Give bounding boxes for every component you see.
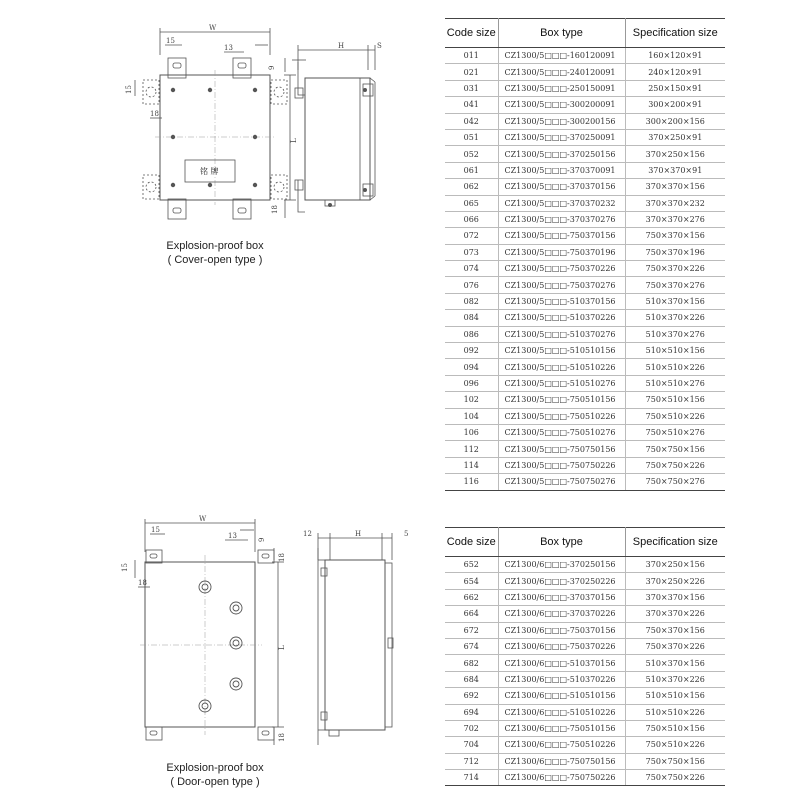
dim-w-label-bottom: W (199, 515, 207, 523)
box-type-cell: CZ1300/5□□□-750750276 (498, 474, 625, 490)
door-open-caption-line2: ( Door-open type ) (170, 776, 260, 788)
box-type-cell: CZ1300/6□□□-750750156 (498, 753, 625, 769)
box-type-cell: CZ1300/5□□□-750370156 (498, 228, 625, 244)
box-type-cell: CZ1300/5□□□-370370276 (498, 211, 625, 227)
spec-size-cell: 750×510×156 (625, 392, 725, 408)
table-row (445, 688, 725, 704)
code-size-cell: 031 (445, 80, 498, 96)
col-header-spec: Specification size (625, 19, 725, 48)
box-type-cell: CZ1300/5□□□-750750226 (498, 457, 625, 473)
spec-size-cell: 750×750×226 (625, 457, 725, 473)
table-row (445, 737, 725, 753)
cover-open-caption-line1: Explosion-proof box (166, 240, 264, 252)
box-type-cell: CZ1300/5□□□-750510226 (498, 408, 625, 424)
code-size-cell: 061 (445, 162, 498, 178)
door-open-box-front-drawing (115, 510, 300, 755)
box-type-cell: CZ1300/6□□□-370370156 (498, 589, 625, 605)
box-type-cell: CZ1300/6□□□-510370226 (498, 671, 625, 687)
code-size-cell: 084 (445, 310, 498, 326)
code-size-cell: 654 (445, 573, 498, 589)
spec-size-cell: 240×120×91 (625, 64, 725, 80)
table-row (445, 622, 725, 638)
spec-size-cell: 370×370×156 (625, 589, 725, 605)
spec-size-cell: 750×750×276 (625, 474, 725, 490)
spec-size-cell: 370×370×226 (625, 606, 725, 622)
code-size-cell: 076 (445, 277, 498, 293)
box-type-cell: CZ1300/5□□□-750510156 (498, 392, 625, 408)
code-size-cell: 041 (445, 97, 498, 113)
code-size-cell: 116 (445, 474, 498, 490)
dim-13-label-bottom: 13 (228, 532, 237, 540)
code-size-cell: 104 (445, 408, 498, 424)
table-row (445, 228, 725, 244)
table-header-row (445, 528, 725, 557)
dim-15-label: 15 (166, 37, 175, 45)
box-type-cell: CZ1300/5□□□-750370276 (498, 277, 625, 293)
code-size-cell: 082 (445, 293, 498, 309)
dim-18-left-label-bottom: 18 (138, 579, 147, 587)
box-type-cell: CZ1300/5□□□-240120091 (498, 64, 625, 80)
code-size-cell: 112 (445, 441, 498, 457)
box-type-cell: CZ1300/5□□□-510510156 (498, 343, 625, 359)
cover-open-box-front-drawing (120, 20, 300, 230)
table-row (445, 326, 725, 342)
box-type-cell: CZ1300/6□□□-370370226 (498, 606, 625, 622)
code-size-cell: 106 (445, 424, 498, 440)
box-type-cell: CZ1300/6□□□-510510156 (498, 688, 625, 704)
box-type-cell: CZ1300/5□□□-510370156 (498, 293, 625, 309)
table-row (445, 129, 725, 145)
box-type-cell: CZ1300/6□□□-750370156 (498, 622, 625, 638)
spec-size-cell: 370×370×232 (625, 195, 725, 211)
spec-size-cell: 250×150×91 (625, 80, 725, 96)
dim-w-label: W (209, 24, 217, 32)
box-type-cell: CZ1300/5□□□-370250091 (498, 129, 625, 145)
table-row (445, 573, 725, 589)
spec-size-cell: 300×200×91 (625, 97, 725, 113)
table-row (445, 310, 725, 326)
box-type-cell: CZ1300/5□□□-750370226 (498, 261, 625, 277)
code-size-cell: 694 (445, 704, 498, 720)
code-size-cell: 674 (445, 638, 498, 654)
box-type-cell: CZ1300/6□□□-750510156 (498, 720, 625, 736)
table-row (445, 753, 725, 769)
box-type-cell: CZ1300/6□□□-510370156 (498, 655, 625, 671)
spec-size-cell: 370×250×226 (625, 573, 725, 589)
dim-15-left-label: 15 (125, 85, 133, 94)
spec-size-cell: 750×370×226 (625, 261, 725, 277)
box-type-cell: CZ1300/5□□□-370250156 (498, 146, 625, 162)
dim-13-label: 13 (224, 44, 233, 52)
table-row (445, 244, 725, 260)
box-type-cell: CZ1300/6□□□-370250226 (498, 573, 625, 589)
dim-5-label: 5 (404, 530, 409, 538)
spec-size-cell: 370×370×156 (625, 179, 725, 195)
table-header-row (445, 19, 725, 48)
table-row (445, 655, 725, 671)
box-type-cell: CZ1300/5□□□-750370196 (498, 244, 625, 260)
table-row (445, 277, 725, 293)
spec-size-cell: 510×370×226 (625, 310, 725, 326)
spec-size-cell: 750×510×156 (625, 720, 725, 736)
code-size-cell: 065 (445, 195, 498, 211)
door-open-box-side-drawing (300, 525, 415, 750)
spec-size-cell: 750×750×156 (625, 441, 725, 457)
code-size-cell: 664 (445, 606, 498, 622)
spec-size-cell: 510×370×226 (625, 671, 725, 687)
code-size-cell: 682 (445, 655, 498, 671)
table-row (445, 179, 725, 195)
table-row (445, 211, 725, 227)
code-size-cell: 672 (445, 622, 498, 638)
table-row (445, 97, 725, 113)
table-row (445, 80, 725, 96)
table-row (445, 606, 725, 622)
code-size-cell: 074 (445, 261, 498, 277)
spec-size-cell: 160×120×91 (625, 48, 725, 64)
code-size-cell: 704 (445, 737, 498, 753)
dim-9-label-bottom: 9 (258, 537, 266, 542)
box-type-cell: CZ1300/5□□□-300200091 (498, 97, 625, 113)
dim-l-label: L (290, 138, 298, 143)
box-type-cell: CZ1300/6□□□-370250156 (498, 557, 625, 573)
table-row (445, 392, 725, 408)
dim-h-label: H (338, 42, 345, 50)
table-row (445, 770, 725, 786)
door-open-caption-line1: Explosion-proof box (166, 762, 264, 774)
box-type-cell: CZ1300/5□□□-160120091 (498, 48, 625, 64)
code-size-cell: 102 (445, 392, 498, 408)
dim-s-label: S (377, 42, 382, 50)
dim-15-left-label-bottom: 15 (121, 563, 129, 572)
spec-size-cell: 510×510×276 (625, 375, 725, 391)
dim-18-right-label: 18 (271, 205, 279, 214)
cover-open-spec-table (445, 18, 725, 491)
dim-18-right-label-bottom: 18 (278, 733, 286, 742)
spec-size-cell: 510×370×276 (625, 326, 725, 342)
dim-18-left-label: 18 (150, 110, 159, 118)
box-type-cell: CZ1300/6□□□-750510226 (498, 737, 625, 753)
table-row (445, 638, 725, 654)
spec-size-cell: 510×510×156 (625, 688, 725, 704)
spec-size-cell: 750×510×276 (625, 424, 725, 440)
box-type-cell: CZ1300/5□□□-250150091 (498, 80, 625, 96)
box-type-cell: CZ1300/5□□□-510370226 (498, 310, 625, 326)
spec-size-cell: 750×510×226 (625, 737, 725, 753)
spec-size-cell: 510×370×156 (625, 655, 725, 671)
code-size-cell: 652 (445, 557, 498, 573)
code-size-cell: 712 (445, 753, 498, 769)
table-row (445, 359, 725, 375)
spec-size-cell: 370×250×91 (625, 129, 725, 145)
box-type-cell: CZ1300/5□□□-510370276 (498, 326, 625, 342)
code-size-cell: 066 (445, 211, 498, 227)
code-size-cell: 096 (445, 375, 498, 391)
table-row (445, 704, 725, 720)
spec-size-cell: 750×510×226 (625, 408, 725, 424)
spec-size-cell: 370×250×156 (625, 146, 725, 162)
code-size-cell: 021 (445, 64, 498, 80)
table-row (445, 64, 725, 80)
code-size-cell: 702 (445, 720, 498, 736)
table-row (445, 162, 725, 178)
table-row (445, 261, 725, 277)
code-size-cell: 684 (445, 671, 498, 687)
spec-size-cell: 510×370×156 (625, 293, 725, 309)
code-size-cell: 011 (445, 48, 498, 64)
col-header-type: Box type (498, 19, 625, 48)
code-size-cell: 692 (445, 688, 498, 704)
box-type-cell: CZ1300/5□□□-370370232 (498, 195, 625, 211)
dim-12-label: 12 (303, 530, 312, 538)
spec-size-cell: 750×370×156 (625, 622, 725, 638)
box-type-cell: CZ1300/5□□□-370370091 (498, 162, 625, 178)
spec-size-cell: 750×370×226 (625, 638, 725, 654)
table-row (445, 293, 725, 309)
table-row (445, 113, 725, 129)
box-type-cell: CZ1300/5□□□-750750156 (498, 441, 625, 457)
table-row (445, 720, 725, 736)
table-row (445, 474, 725, 490)
door-open-spec-table (445, 527, 725, 786)
dim-9-label: 9 (268, 65, 276, 70)
spec-size-cell: 750×750×156 (625, 753, 725, 769)
code-size-cell: 114 (445, 457, 498, 473)
box-type-cell: CZ1300/5□□□-370370156 (498, 179, 625, 195)
box-type-cell: CZ1300/6□□□-750370226 (498, 638, 625, 654)
code-size-cell: 051 (445, 129, 498, 145)
code-size-cell: 662 (445, 589, 498, 605)
table-row (445, 48, 725, 64)
col-header-code: Code size (445, 528, 498, 557)
nameplate-label: 铭 牌 (200, 167, 219, 176)
spec-size-cell: 750×370×156 (625, 228, 725, 244)
col-header-spec: Specification size (625, 528, 725, 557)
box-type-cell: CZ1300/5□□□-300200156 (498, 113, 625, 129)
table-row (445, 557, 725, 573)
table-row (445, 671, 725, 687)
door-open-caption (150, 761, 280, 789)
cover-open-caption-line2: ( Cover-open type ) (167, 254, 263, 266)
table-row (445, 375, 725, 391)
col-header-type: Box type (498, 528, 625, 557)
code-size-cell: 086 (445, 326, 498, 342)
spec-size-cell: 510×510×226 (625, 359, 725, 375)
spec-size-cell: 750×370×276 (625, 277, 725, 293)
table-row (445, 589, 725, 605)
dim-h-label-bottom: H (355, 530, 362, 538)
dim-l-label-bottom: L (278, 645, 286, 650)
spec-size-cell: 370×250×156 (625, 557, 725, 573)
code-size-cell: 072 (445, 228, 498, 244)
spec-size-cell: 750×750×226 (625, 770, 725, 786)
col-header-code: Code size (445, 19, 498, 48)
code-size-cell: 714 (445, 770, 498, 786)
table-row (445, 424, 725, 440)
box-type-cell: CZ1300/6□□□-750750226 (498, 770, 625, 786)
cover-open-box-side-drawing (285, 35, 395, 220)
cover-open-caption (150, 239, 280, 267)
box-type-cell: CZ1300/5□□□-510510276 (498, 375, 625, 391)
spec-size-cell: 510×510×226 (625, 704, 725, 720)
table-row (445, 408, 725, 424)
table-row (445, 343, 725, 359)
spec-size-cell: 510×510×156 (625, 343, 725, 359)
spec-size-cell: 370×370×91 (625, 162, 725, 178)
code-size-cell: 062 (445, 179, 498, 195)
table-row (445, 146, 725, 162)
code-size-cell: 052 (445, 146, 498, 162)
spec-size-cell: 370×370×276 (625, 211, 725, 227)
table-row (445, 195, 725, 211)
box-type-cell: CZ1300/5□□□-750510276 (498, 424, 625, 440)
spec-size-cell: 300×200×156 (625, 113, 725, 129)
code-size-cell: 094 (445, 359, 498, 375)
box-type-cell: CZ1300/6□□□-510510226 (498, 704, 625, 720)
code-size-cell: 042 (445, 113, 498, 129)
dim-18-top-right-label-bottom: 18 (278, 553, 286, 562)
table-row (445, 441, 725, 457)
box-type-cell: CZ1300/5□□□-510510226 (498, 359, 625, 375)
code-size-cell: 092 (445, 343, 498, 359)
spec-size-cell: 750×370×196 (625, 244, 725, 260)
table-row (445, 457, 725, 473)
code-size-cell: 073 (445, 244, 498, 260)
dim-15-label-bottom: 15 (151, 526, 160, 534)
